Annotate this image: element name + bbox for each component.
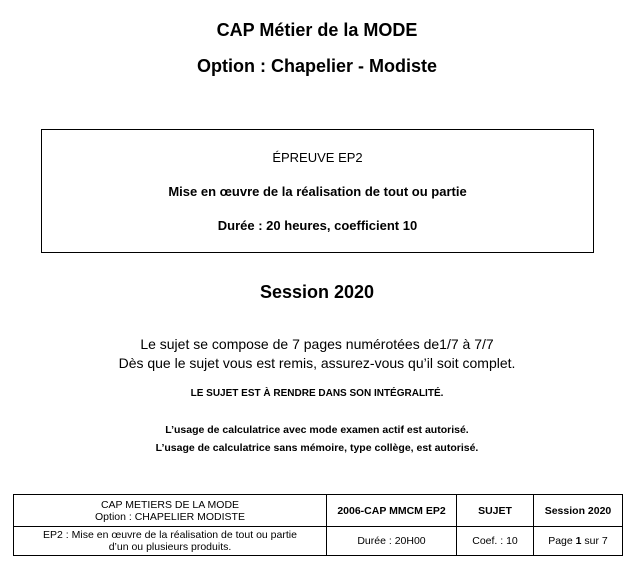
footer-exam-line-1: CAP METIERS DE LA MODE [100,498,240,511]
footer-page-prefix: Page [548,535,576,547]
footer-row-2 [14,527,623,556]
footer-page-suffix: sur 7 [581,535,608,547]
footer-ep-line-2: d’un ou plusieurs produits. [108,541,232,553]
footer-duration: Durée : 20H00 [327,527,457,556]
footer-code: 2006-CAP MMCM EP2 [327,495,457,527]
calculator-rule-2: L’usage de calculatrice sans mémoire, type collège, est autorisé. [155,442,479,454]
footer-exam-cell [14,495,327,527]
calculator-rule-1: L’usage de calculatrice avec mode examen actif est autorisé. [165,424,469,436]
epreuve-description: Mise en œuvre de la réalisation de tout ou partie [168,184,467,199]
footer-type: SUJET [457,495,534,527]
epreuve-box [41,129,594,253]
footer-session: Session 2020 [534,495,623,527]
footer-exam-line-2: Option : CHAPELIER MODISTE [95,510,245,523]
footer-row-1 [14,495,623,527]
footer-table [13,494,623,556]
document-option: Option : Chapelier - Modiste [196,56,437,76]
intro-line-2: Dès que le sujet vous est remis, assurez-vous qu’il soit complet. [118,355,516,371]
session-heading: Session 2020 [259,282,375,302]
document-title: CAP Métier de la MODE [216,20,418,40]
footer-coef: Coef. : 10 [457,527,534,556]
footer-page-number: 1 [575,535,582,547]
footer-ep-line-1: EP2 : Mise en œuvre de la réalisation de tout ou partie [43,529,297,541]
epreuve-name: ÉPREUVE EP2 [272,150,363,165]
footer-ep-cell [14,527,327,556]
notice-text: LE SUJET EST À RENDRE DANS SON INTÉGRALITÉ. [190,388,444,399]
intro-line-1: Le sujet se compose de 7 pages numérotées de1/7 à 7/7 [140,336,494,352]
footer-page-cell [534,527,623,556]
epreuve-duration: Durée : 20 heures, coefficient 10 [217,218,418,233]
